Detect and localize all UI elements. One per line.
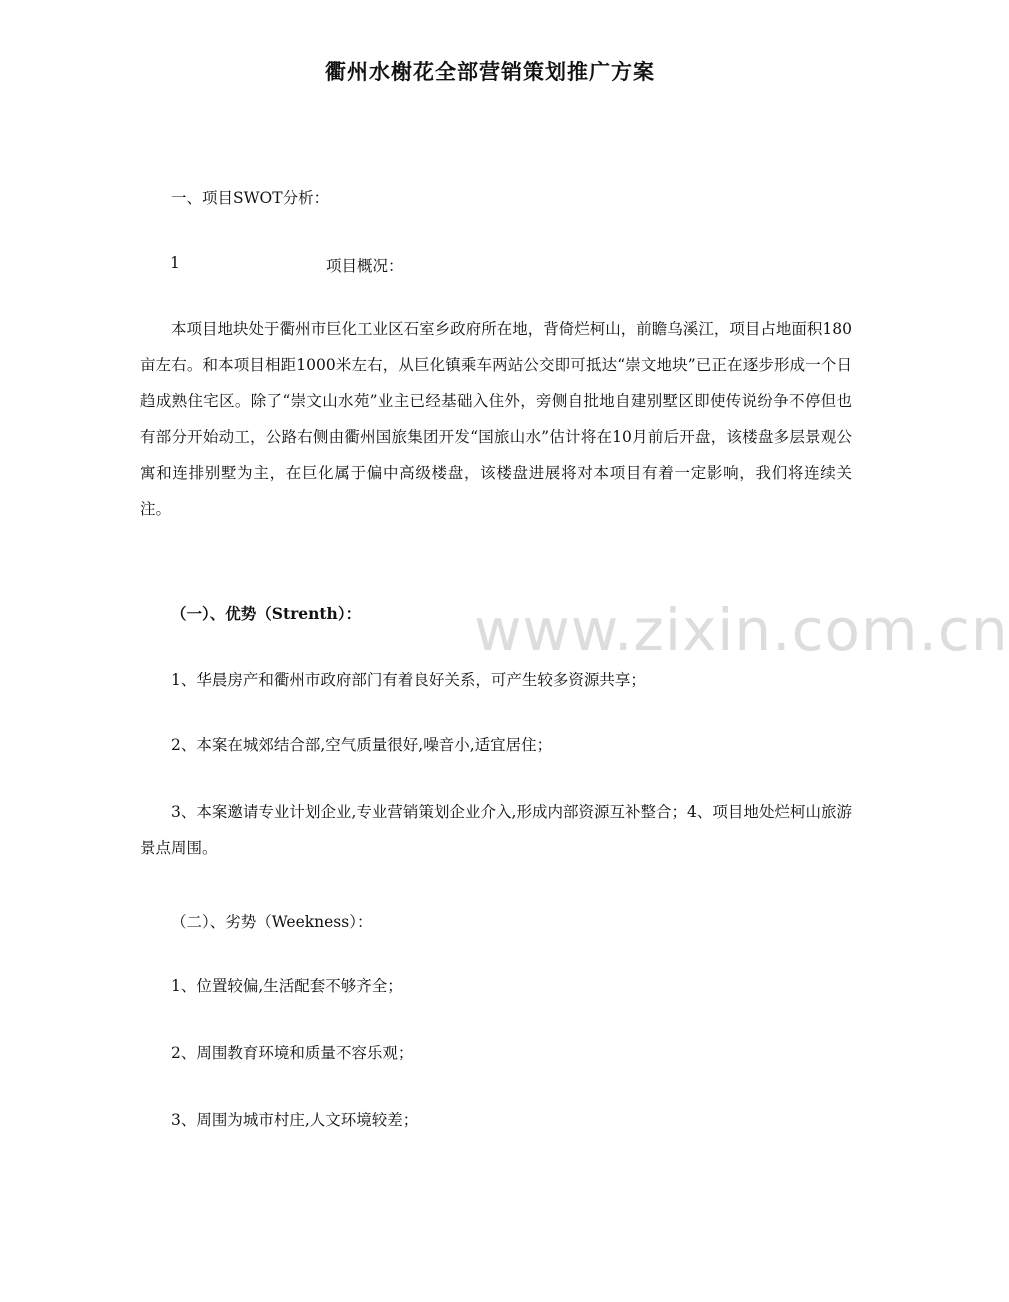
weakness-item-2: 2、周围教育环境和质量不容乐观； — [171, 1044, 414, 1062]
weakness-item-3: 3、周围为城市村庄,人文环境较差； — [171, 1111, 419, 1129]
strength-item-1: 1、华晨房产和衢州市政府部门有着良好关系，可产生较多资源共享； — [171, 671, 646, 689]
strength-item-2: 2、本案在城郊结合部,空气质量很好,噪音小,适宜居住； — [171, 736, 553, 754]
strength-item-3: 3、本案邀请专业计划企业,专业营销策划企业介入,形成内部资源互补整合；4、项目地处烂柯山旅游景点周围。 — [140, 803, 852, 857]
section-heading-swot: 一、项目SWOT分析： — [171, 189, 330, 207]
overview-number: 1 — [170, 254, 180, 272]
overview-paragraph: 本项目地块处于衢州市巨化工业区石室乡政府所在地，背倚烂柯山，前瞻乌溪江，项目占地面积180亩左右。和本项目相距1000米左右，从巨化镇乘车两站公交即可抵达“崇文地块”已正在逐步形成一个日趋成熟住宅区。除了“崇文山水苑”业主已经基础入住外，旁侧自批地自建别墅区即使传说纷争不停但也有部分开始动工，公路右侧由衢州国旅集团开发“国旅山水”估计将在10月前后开盘，该楼盘多层景观公寓和连排别墅为主，在巨化属于偏中高级楼盘，该楼盘进展将对本项目有着一定影响，我们将连续关注。 — [140, 320, 852, 518]
weakness-item-1: 1、位置较偏,生活配套不够齐全； — [171, 977, 403, 995]
weaknesses-heading: （二）、劣势（Weekness）： — [171, 913, 373, 931]
document-title: 衢州水榭花全部营销策划推广方案 — [325, 60, 655, 84]
overview-label: 项目概况： — [326, 257, 404, 275]
strengths-heading: （一）、优势（Strenth）： — [171, 604, 362, 623]
site-watermark: www.zixin.com.cn — [474, 596, 1009, 664]
